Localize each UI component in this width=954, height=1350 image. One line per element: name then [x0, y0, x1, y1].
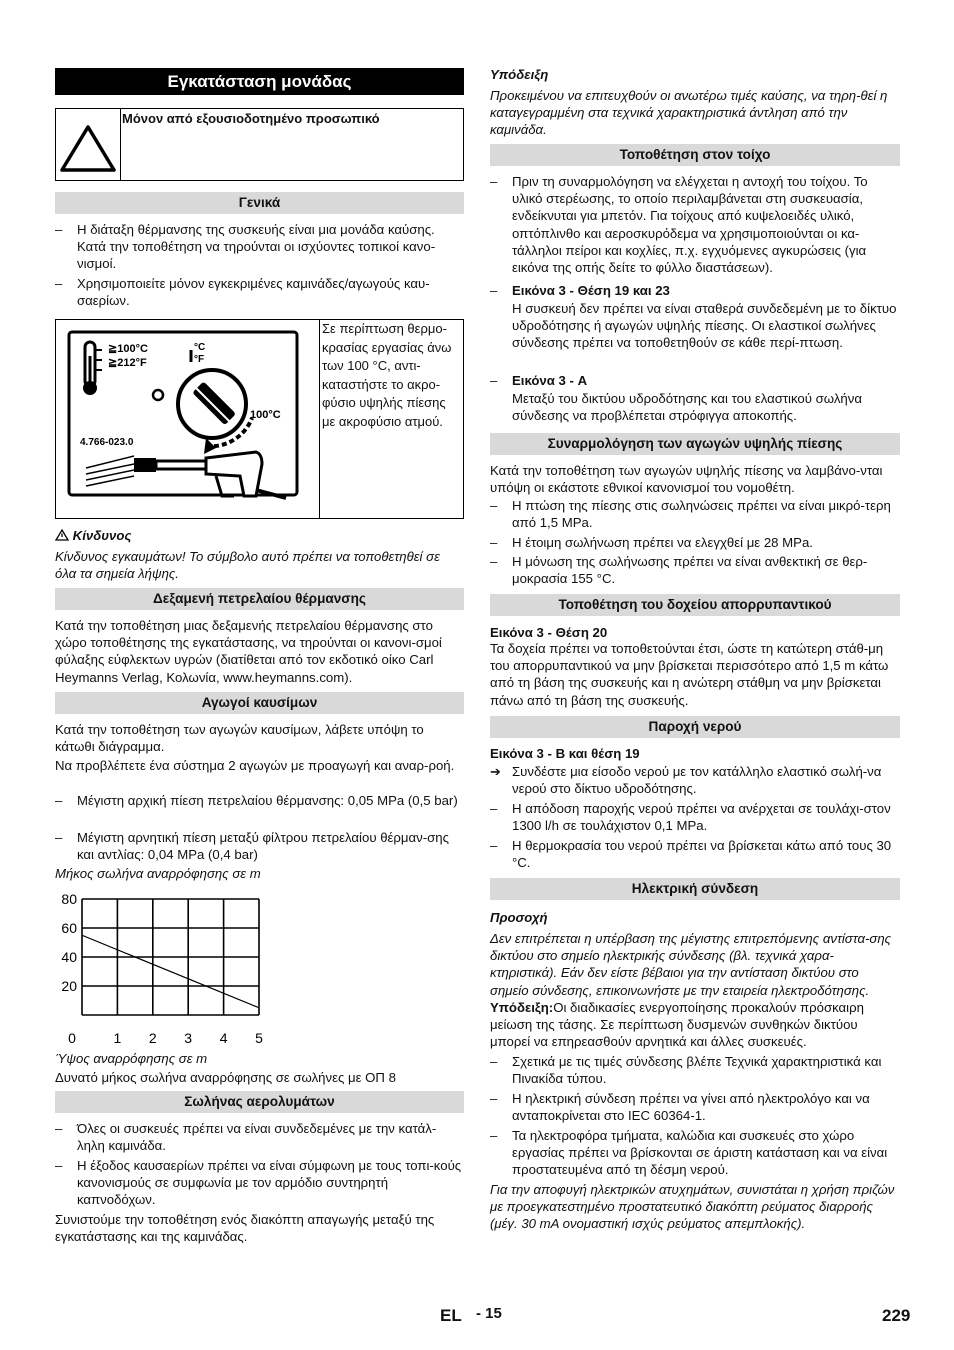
list-item: – Σχετικά με τις τιμές σύνδεσης βλέπε Τεχνικά χαρακτηριστικά και Πινακίδα τύπου.	[490, 1054, 882, 1087]
list-item: – Η διάταξη θέρμανσης της συσκευής είναι μια μονάδα καύσης. Κατά την τοποθέτηση να τηρούνται οι ισχύοντες τοπικοί κανο-νισμοί.	[55, 222, 436, 272]
list-item: – Η ηλεκτρική σύνδεση πρέπει να γίνει από ηλεκτρολόγο και να ανταποκρίνεται στο IEC 60364-1.	[490, 1091, 870, 1124]
chart-x-tick: 2	[148, 1030, 157, 1046]
caution-text: Δεν επιτρέπεται η υπέρβαση της μέγιστης επιτρεπόμενης αντίστα-σης δικτύου στο σημείο ηλεκτρικής σύνδεσης (βλ. τεχνικά χαρα-κτηριστικά). Εάν δεν είστε βέβαιοι για την αντίσταση δικτύου στο σημείο σύνδεσης, επικοινωνήστε με την εταιρεία ηλεκτροδότησης.	[490, 931, 892, 998]
danger-triangle-icon	[55, 529, 69, 541]
nozzle-figure-box	[55, 319, 464, 519]
nozzle-figure	[56, 320, 320, 518]
list-item: – Χρησιμοποιείτε μόνον εγκεκριμένες καμινάδες/αγωγούς καυ-σαερίων.	[55, 276, 430, 309]
list-item: – Η έξοδος καυσαερίων πρέπει να είναι σύμφωνη με τους τοπι-κούς κανονισμούς σε συμφωνία με τον αρμόδιο συντηρητή καπνοδόχων.	[55, 1158, 462, 1208]
list-item: – Εικόνα 3 - Θέση 19 και 23	[490, 283, 670, 298]
danger-label: Κίνδυνος	[55, 527, 464, 544]
temperature-dial-icon	[153, 350, 252, 454]
chart-x-tick: 5	[255, 1030, 263, 1046]
chart-series-line	[82, 935, 259, 1008]
chart-note: Δυνατό μήκος σωλήνα αναρρόφησης σε σωλήνες με ΟΠ 8	[55, 1070, 396, 1085]
unit-f-label: °F	[194, 354, 205, 365]
warning-text: Μόνον από εξουσιοδοτημένο προσωπικό	[122, 111, 380, 126]
chart-x-tick: 4	[219, 1030, 228, 1046]
fuel-text-2: Να προβλέπετε ένα σύστημα 2 αγωγών με προαγωγή και αναρ-ροή.	[55, 758, 455, 773]
heading-electric: Ηλεκτρική σύνδεση	[490, 878, 900, 900]
chart-y-tick: 40	[61, 949, 77, 965]
dial-temp-label: 100°C	[250, 409, 281, 421]
heading-detergent: Τοποθέτηση του δοχείου απορρυπαντικού	[490, 594, 900, 616]
list-item: – Τα ηλεκτροφόρα τμήματα, καλώδια και συσκευές στο χώρο εργασίας πρέπει να βρίσκονται σε άριστη κατάσταση και να είναι προστατευμένα από τη δέσμη νερού.	[490, 1128, 888, 1178]
chart-y-tick: 80	[61, 891, 77, 907]
list-item: – Μέγιστη αρχική πίεση πετρελαίου θέρμανσης: 0,05 MPa (0,5 bar)	[55, 793, 458, 808]
footer-page-total: 229	[882, 1306, 911, 1325]
thermometer-icon	[83, 342, 102, 395]
chart-y-tick: 20	[61, 978, 77, 994]
chart-x-tick: 3	[184, 1030, 193, 1046]
arrow-item: ➔ Συνδέστε μια είσοδο νερού με τον κατάλληλο ελαστικό σωλή-να νερού στο δίκτυο υδροδότησης.	[490, 764, 882, 797]
caution-label: Προσοχή	[490, 910, 548, 925]
fuel-text-1: Κατά την τοποθέτηση των αγωγών καυσίμων, λάβετε υπόψη το κάτωθι διάγραμμα.	[55, 722, 424, 755]
wall-item2-text: Η συσκευή δεν πρέπει να είναι σταθερά συνδεδεμένη με το δίκτυο υδροδότησης ή αγωγών υψηλής πίεσης. Οι ελαστικοί σωλήνες σύνδεσης πρέπει να τοποθετηθούν σε κάθε περί-πτωση.	[512, 301, 897, 351]
list-item: – Η θερμοκρασία του νερού πρέπει να βρίσκεται κάτω από τους 30 °C.	[490, 838, 892, 871]
heading-general: Γενικά	[55, 192, 464, 214]
list-item: – Εικόνα 3 - A	[490, 373, 588, 388]
heading-fuel: Αγωγοί καυσίμων	[55, 692, 464, 714]
warning-box	[55, 108, 464, 181]
heading-water: Παροχή νερού	[490, 716, 900, 738]
hint-paragraph: Υπόδειξη:Οι διαδικασίες ενεργοποίησης προκαλούν πρόσκαιρη μείωση της τάσης. Σε περίπτωση δυσμενών συνθηκών δικτύου μπορεί να επηρεασθούν αρνητικά και άλλες συσκευές.	[490, 1000, 864, 1050]
spray-gun-icon	[86, 452, 286, 498]
list-item: – Η έτοιμη σωλήνωση πρέπει να ελεγχθεί με 28 MPa.	[490, 535, 813, 550]
hp-text: Κατά την τοποθέτηση των αγωγών υψηλής πίεσης να λαμβάνο-νται υπόψη οι εκάστοτε εθνικοί κανονισμοί του νομοθέτη.	[490, 463, 883, 496]
danger-text: Κίνδυνος εγκαυμάτων! Το σύμβολο αυτό πρέπει να τοποθετηθεί σε όλα τα σημεία λήψης.	[55, 549, 440, 582]
part-number: 4.766-023.0	[80, 437, 134, 448]
list-item: – Όλες οι συσκευές πρέπει να είναι συνδεδεμένες με την κατάλ-ληλη καμινάδα.	[55, 1121, 437, 1154]
suction-chart	[55, 888, 275, 1048]
temp-c-label: ≧100°C	[108, 343, 148, 355]
detergent-label: Εικόνα 3 - Θέση 20	[490, 625, 608, 640]
warning-icon-cell	[56, 109, 121, 180]
note-label: Υπόδειξη	[490, 67, 549, 82]
unit-c-label: °C	[194, 342, 206, 353]
list-item: – Η απόδοση παροχής νερού πρέπει να ανέρχεται σε τουλάχι-στον 1300 l/h σε τουλάχιστον 0,1 MPa.	[490, 801, 891, 834]
chart-y-tick: 60	[61, 920, 77, 936]
detergent-text: Τα δοχεία πρέπει να τοποθετούνται έτσι, ώστε τη κατώτερη στάθ-μη του απορρυπαντικού να μην βρίσκεται περισσότερο από 1,5 m κάτω από τη βάση της συσκευής και η ανώτερη στάθμη να μην βρίσκεται πάνω από τη βάση της συσκευής.	[490, 641, 889, 708]
nozzle-thermometer-illustration	[56, 320, 319, 518]
heading-hp: Συναρμολόγηση των αγωγών υψηλής πίεσης	[490, 433, 900, 455]
list-item: – Πριν τη συναρμολόγηση να ελέγχεται η αντοχή του τοίχου. Το υλικό στερέωσης, το οποίο περιλαμβάνεται στη συσκευασία, ενδείκνυται για μπετόν. Για τοίχους από κυψελοειδές υλικό, οπτόπλινθο και αεροσκυρόδεμα να χρησιμοποιούνται οι κα-τάλληλοι πείροι και κοχλίες, π.χ. εγχυόμενες αγκυρώσεις (για εικόνα της οπής δείτε το φύλλο διαστάσεων).	[490, 174, 868, 276]
electric-final: Για την αποφυγή ηλεκτρικών ατυχημάτων, συνιστάται η χρήση πριζών με προεγκατεστημένο προστατευτικό διακόπτη ρεύματος διαρροής (μέγ. 30 mA ονομαστική ισχύς ρεύματος απεμπλοκής).	[490, 1182, 895, 1232]
footer-page-local: - 15	[476, 1305, 502, 1322]
chart-x-tick: 0	[68, 1030, 76, 1046]
chart-x-caption: Ύψος αναρρόφησης σε m	[55, 1051, 208, 1066]
list-item: – Η μόνωση της σωλήνωσης πρέπει να είναι ανθεκτική σε θερ-μοκρασία 155 °C.	[490, 554, 868, 587]
wall-item3-text: Μεταξύ του δικτύου υδροδότησης και του ελαστικού σωλήνα σύνδεσης να προβλέπεται στρόφιγγα αποκοπής.	[512, 391, 862, 424]
warning-triangle-icon	[56, 109, 120, 180]
list-item: – Η πτώση της πίεσης στις σωληνώσεις πρέπει να είναι μικρό-τερη από 1,5 MPa.	[490, 498, 891, 531]
nozzle-text: Σε περίπτωση θερμο-κρασίας εργασίας άνω των 100 °C, αντι-καταστήστε το ακρο-φύσιο υψηλής πίεσης με ακροφύσιο ατμού.	[322, 321, 452, 429]
arrow-right-icon: ➔	[490, 764, 502, 779]
heading-exhaust: Σωλήνας αερολυμάτων	[55, 1091, 464, 1113]
list-item: – Μέγιστη αρνητική πίεση μεταξύ φίλτρου πετρελαίου θέρμαν-σης και αντλίας: 0,04 MPa (0,4 bar)	[55, 830, 449, 863]
water-label: Εικόνα 3 - B και θέση 19	[490, 746, 640, 761]
section-title: Εγκατάσταση μονάδας	[55, 68, 464, 95]
tank-text: Κατά την τοποθέτηση μιας δεξαμενής πετρελαίου θέρμανσης στο χώρο τοποθέτησης της εγκατάστασης, να τηρούνται οι κανονι-σμοί φύλαξης εύφλεκτων υγρών (διατίθεται από τον εκδοτικό οίκο Carl Heymanns Verlag, Κολωνία, www.heymanns.com).	[55, 618, 442, 685]
heading-tank: Δεξαμενή πετρελαίου θέρμανσης	[55, 588, 464, 610]
exhaust-text: Συνιστούμε την τοποθέτηση ενός διακόπτη απαγωγής μεταξύ της εγκατάστασης και της καμινάδας.	[55, 1212, 435, 1245]
note-text: Προκειμένου να επιτευχθούν οι ανωτέρω τιμές καύσης, να τηρη-θεί η καταγεγραμμένη στα τεχνικά χαρακτηριστικά άντληση από την καμινάδα.	[490, 88, 888, 138]
temp-f-label: ≧212°F	[108, 357, 147, 369]
chart-x-tick: 1	[113, 1030, 122, 1046]
chart-caption: Μήκος σωλήνα αναρρόφησης σε m	[55, 866, 261, 881]
heading-wall: Τοποθέτηση στον τοίχο	[490, 144, 900, 166]
footer-lang: EL	[440, 1306, 462, 1325]
